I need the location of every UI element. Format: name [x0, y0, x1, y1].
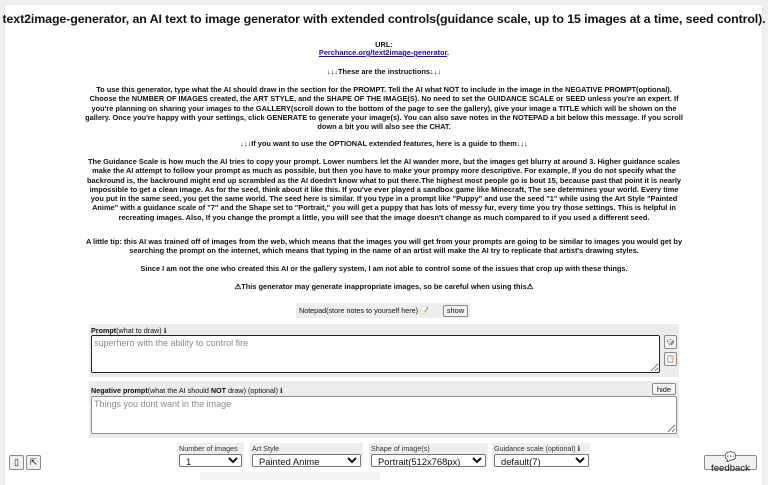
layout-toggle-button[interactable]: ▯: [9, 455, 24, 470]
art-style-group: [250, 443, 363, 467]
random-prompt-button[interactable]: 🎲: [664, 335, 677, 349]
guidance-guide-paragraph: The Guidance Scale is how much the AI tries to copy your prompt. Lower numbers let the AI wander more, but the images get blurry at around 3. Higher guidance scales make the AI attempt to follow your prompt as much as possible, but then you have to make your prompy more descriptive. For example, If you do not specify what the backround is, the backround might end up scrambled as the AI doedn't know what to put there.The highest most people go is bout 15, because past that point it is nearly impossible to get a clean image. As for the seed, think about it like this. If you've ever played a sandbox game like Minecraft, The see determines your world. Every time you put in the same seed, you get the same world. The seed here is similar. If you type in a prompt like "Puppy" and use the seed "1" while using the Art Style "Painted Anime" with a guidance scale of "7" and the Shape set to "Portrait," you will get a puppy that has lots of messy fur, every time you try those settings. This is helpful in recreating images. Also, If you change the prompt a little, you will see that the image doesn't change as much compared to if you used a different seed.: [86, 157, 682, 222]
num-images-group: [177, 443, 244, 467]
shape-group: [369, 443, 488, 467]
prompt-label-bold: Prompt: [91, 326, 117, 335]
url-label: URL:: [375, 40, 393, 49]
negative-prompt-label-mid: (what the AI should: [147, 386, 211, 395]
prompt-label: [91, 326, 166, 335]
below-fold-strip: [200, 472, 380, 480]
shape-label: Shape of image(s): [371, 444, 430, 453]
art-style-select[interactable]: [252, 454, 361, 467]
disclaimer-paragraph: Since I am not the one who created this AI or the gallery system, I am not able to control some of the issues that crop up with these things.: [140, 264, 628, 273]
instructions-heading: ↓↓↓These are the instructions↓↓↓: [326, 67, 442, 76]
num-images-label: Number of images: [179, 444, 238, 453]
art-style-label: Art Style: [252, 444, 280, 453]
url-line: [84, 48, 684, 57]
notepad-bar: [296, 303, 470, 318]
negative-prompt-label-not: NOT: [210, 386, 227, 395]
negative-prompt-label-bold: Negative prompt: [91, 386, 148, 395]
scroll-top-button[interactable]: ⇱: [26, 455, 41, 470]
num-images-select[interactable]: [179, 454, 242, 467]
notepad-label: Notepad(store notes to yourself here) 📝: [299, 306, 430, 315]
optional-features-heading: ↓↓↓If you want to use the OPTIONAL extended features, here is a guide to them↓↓↓: [240, 139, 528, 148]
negative-prompt-input[interactable]: [91, 396, 677, 434]
prompt-input[interactable]: [91, 335, 660, 373]
feedback-button[interactable]: 💬 feedback: [704, 455, 757, 470]
negative-prompt-label: [91, 386, 283, 395]
negative-prompt-hide-button[interactable]: hide: [652, 383, 676, 395]
warning-paragraph: ⚠This generator may generate inappropriate images, so be careful when using this⚠: [234, 282, 534, 291]
generator-url-link[interactable]: Perchance.org/text2image-generator: [318, 48, 448, 57]
negative-prompt-label-rest: draw) (optional) ℹ: [226, 386, 283, 395]
guidance-scale-select[interactable]: [494, 454, 589, 467]
prompt-helper-button[interactable]: 📋: [664, 352, 677, 366]
guidance-scale-label: Guidance scale (optional) ℹ: [494, 444, 581, 453]
prompt-label-hint: (what to draw) ℹ: [116, 326, 167, 335]
shape-select[interactable]: [371, 454, 486, 467]
page-title: text2image-generator, an AI text to image generator with extended controls(guidance scale, up to 15 images at a time, seed control).: [2, 12, 766, 26]
guidance-scale-group: [492, 443, 590, 467]
prompt-panel: [89, 324, 679, 377]
tip-paragraph: A little tip: this AI was trained off of images from the web, which means that the images you will get from your prompts are going to be similar to images you would get by searching the prompt on the internet, which means that typing in the name of an artist will make the AI try to replicate that artist's drawing styles.: [85, 237, 683, 256]
url-suffix: .: [447, 48, 450, 57]
instructions-paragraph: To use this generator, type what the AI should draw in the section for the PROMPT. Tell the AI what NOT to include in the image in the NEGATIVE PROMPT(optional). Choose the NUMBER OF IMAGES created, the ART STYLE, and the SHAPE OF THE IMAGE(S). No need to set the GUIDANCE SCALE or SEED unless you're an expert. If you're planning on sharing your images to the GALLERY(scroll down to the bottom of the page to see the gallery), give your image a TITLE which will be shown on the gallery. Once you're happy with your settings, click GENERATE to generate your image(s). You can also save notes in the NOTEPAD a bit below this message. If you scroll down a bit you will also see the CHAT.: [85, 85, 683, 132]
notepad-show-button[interactable]: show: [443, 305, 468, 317]
negative-prompt-panel: [89, 381, 679, 438]
